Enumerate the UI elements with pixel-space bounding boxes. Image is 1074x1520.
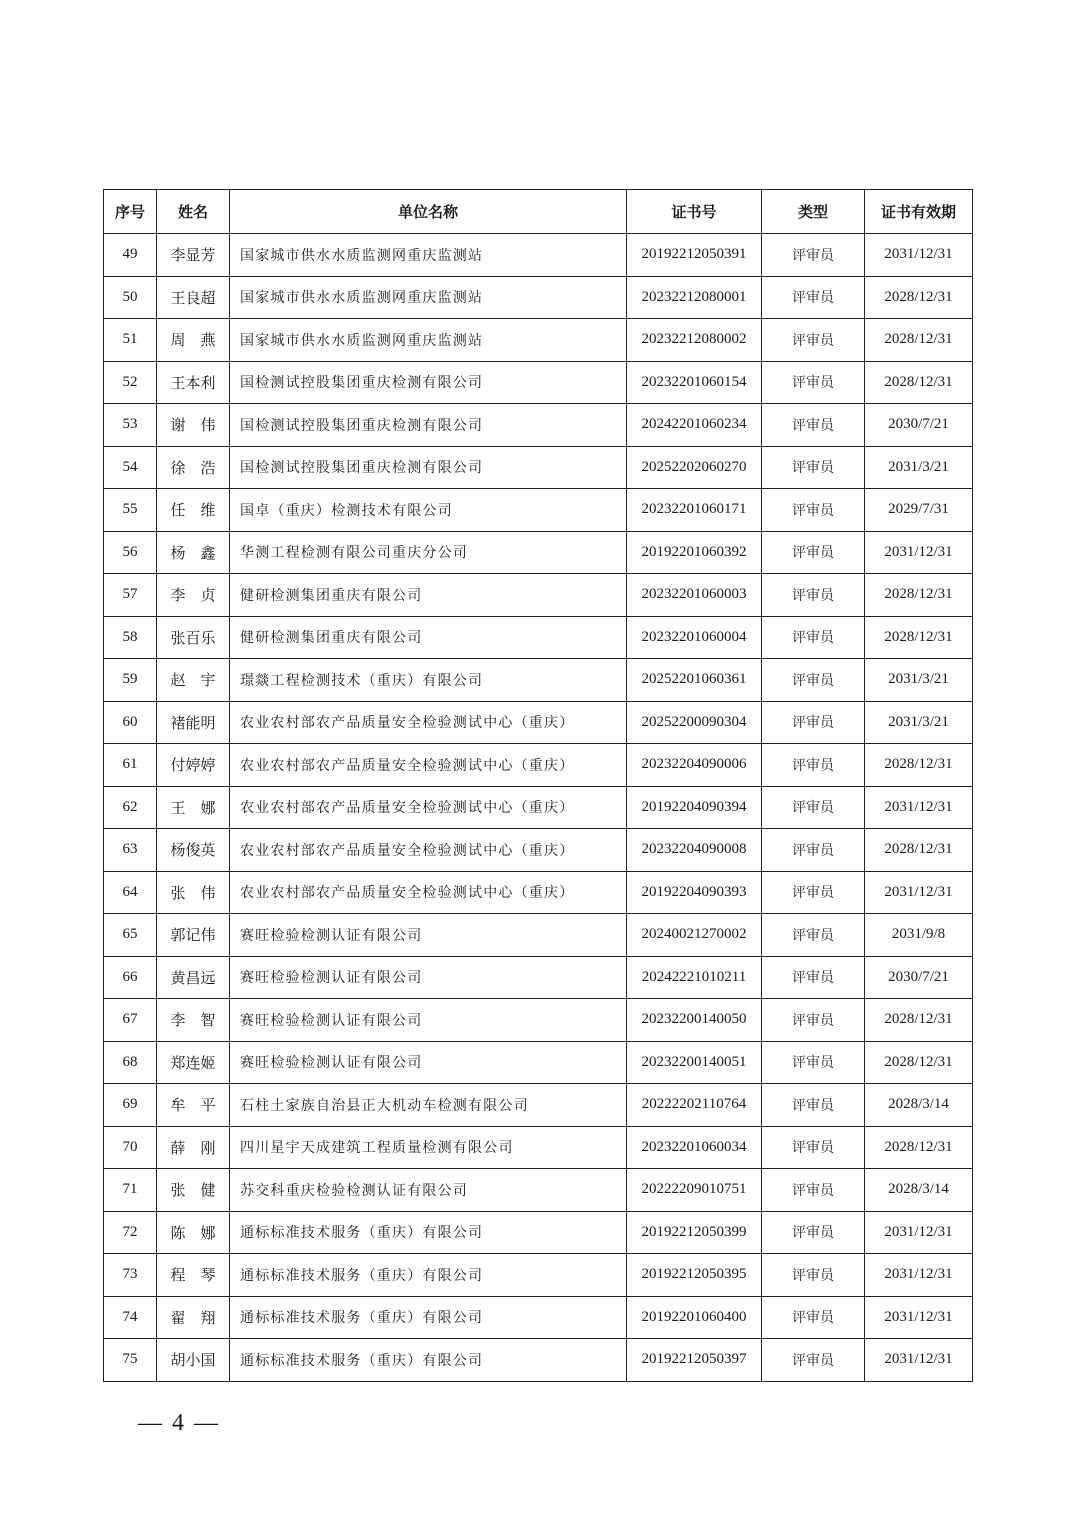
cell-name: 翟 翔 <box>157 1296 230 1339</box>
table-row <box>104 1211 973 1254</box>
cell-type: 评审员 <box>762 1254 865 1297</box>
cell-seq: 66 <box>104 956 157 999</box>
cell-unit: 赛旺检验检测认证有限公司 <box>230 914 627 957</box>
table-body <box>104 234 973 1382</box>
cell-name: 张百乐 <box>157 616 230 659</box>
table-row <box>104 276 973 319</box>
table-header-row <box>104 190 973 234</box>
cell-valid-until: 2031/3/21 <box>865 446 973 489</box>
cell-cert-no: 20232200140050 <box>627 999 762 1042</box>
cell-seq: 74 <box>104 1296 157 1339</box>
cell-type: 评审员 <box>762 574 865 617</box>
cell-cert-no: 20192204090394 <box>627 786 762 829</box>
cell-name: 杨 鑫 <box>157 531 230 574</box>
cell-name: 王良超 <box>157 276 230 319</box>
cell-name: 王本利 <box>157 361 230 404</box>
cell-valid-until: 2031/9/8 <box>865 914 973 957</box>
cell-valid-until: 2028/12/31 <box>865 1126 973 1169</box>
header-unit: 单位名称 <box>230 190 627 234</box>
table-row <box>104 659 973 702</box>
table-row <box>104 1296 973 1339</box>
cell-type: 评审员 <box>762 1169 865 1212</box>
table-row <box>104 1254 973 1297</box>
cell-seq: 55 <box>104 489 157 532</box>
cell-valid-until: 2031/3/21 <box>865 659 973 702</box>
cell-name: 程 琴 <box>157 1254 230 1297</box>
cell-cert-no: 20232201060154 <box>627 361 762 404</box>
cell-name: 徐 浩 <box>157 446 230 489</box>
cell-seq: 65 <box>104 914 157 957</box>
cell-seq: 69 <box>104 1084 157 1127</box>
cell-type: 评审员 <box>762 914 865 957</box>
cell-unit: 农业农村部农产品质量安全检验测试中心（重庆） <box>230 871 627 914</box>
table-row <box>104 1084 973 1127</box>
cell-cert-no: 20232201060003 <box>627 574 762 617</box>
cell-valid-until: 2031/12/31 <box>865 1211 973 1254</box>
cell-valid-until: 2031/12/31 <box>865 531 973 574</box>
cell-type: 评审员 <box>762 1339 865 1382</box>
cell-type: 评审员 <box>762 1084 865 1127</box>
cell-type: 评审员 <box>762 659 865 702</box>
cell-name: 胡小国 <box>157 1339 230 1382</box>
cell-name: 黄昌远 <box>157 956 230 999</box>
cell-unit: 国家城市供水水质监测网重庆监测站 <box>230 276 627 319</box>
table-row <box>104 574 973 617</box>
cell-seq: 51 <box>104 319 157 362</box>
cell-unit: 国家城市供水水质监测网重庆监测站 <box>230 234 627 277</box>
cell-valid-until: 2031/12/31 <box>865 871 973 914</box>
cell-unit: 农业农村部农产品质量安全检验测试中心（重庆） <box>230 701 627 744</box>
header-name: 姓名 <box>157 190 230 234</box>
cell-name: 李 智 <box>157 999 230 1042</box>
cell-type: 评审员 <box>762 701 865 744</box>
cell-unit: 赛旺检验检测认证有限公司 <box>230 1041 627 1084</box>
table-row <box>104 701 973 744</box>
cell-unit: 农业农村部农产品质量安全检验测试中心（重庆） <box>230 786 627 829</box>
cell-type: 评审员 <box>762 1041 865 1084</box>
cell-valid-until: 2028/3/14 <box>865 1084 973 1127</box>
cell-cert-no: 20252200090304 <box>627 701 762 744</box>
cell-type: 评审员 <box>762 276 865 319</box>
cell-unit: 国检测试控股集团重庆检测有限公司 <box>230 446 627 489</box>
table-row <box>104 531 973 574</box>
cell-type: 评审员 <box>762 1211 865 1254</box>
table-row <box>104 234 973 277</box>
cell-seq: 64 <box>104 871 157 914</box>
cell-name: 王 娜 <box>157 786 230 829</box>
cell-seq: 67 <box>104 999 157 1042</box>
cell-valid-until: 2028/12/31 <box>865 361 973 404</box>
cell-cert-no: 20232204090008 <box>627 829 762 872</box>
header-cert-no: 证书号 <box>627 190 762 234</box>
cell-name: 牟 平 <box>157 1084 230 1127</box>
cell-unit: 农业农村部农产品质量安全检验测试中心（重庆） <box>230 829 627 872</box>
cell-cert-no: 20222202110764 <box>627 1084 762 1127</box>
cell-valid-until: 2028/3/14 <box>865 1169 973 1212</box>
cell-seq: 57 <box>104 574 157 617</box>
cell-unit: 四川星宇天成建筑工程质量检测有限公司 <box>230 1126 627 1169</box>
cell-cert-no: 20192212050395 <box>627 1254 762 1297</box>
cell-valid-until: 2028/12/31 <box>865 744 973 787</box>
cell-unit: 通标标准技术服务（重庆）有限公司 <box>230 1339 627 1382</box>
cell-type: 评审员 <box>762 786 865 829</box>
cell-unit: 石柱土家族自治县正大机动车检测有限公司 <box>230 1084 627 1127</box>
cell-valid-until: 2030/7/21 <box>865 956 973 999</box>
cell-cert-no: 20192212050399 <box>627 1211 762 1254</box>
cell-valid-until: 2031/12/31 <box>865 1254 973 1297</box>
cell-valid-until: 2031/12/31 <box>865 1296 973 1339</box>
cell-seq: 58 <box>104 616 157 659</box>
cell-name: 褚能明 <box>157 701 230 744</box>
cell-seq: 60 <box>104 701 157 744</box>
cell-seq: 72 <box>104 1211 157 1254</box>
cell-name: 杨俊英 <box>157 829 230 872</box>
cell-type: 评审员 <box>762 361 865 404</box>
cell-unit: 健研检测集团重庆有限公司 <box>230 616 627 659</box>
cell-type: 评审员 <box>762 616 865 659</box>
cell-type: 评审员 <box>762 489 865 532</box>
cell-valid-until: 2028/12/31 <box>865 999 973 1042</box>
cell-type: 评审员 <box>762 404 865 447</box>
cell-valid-until: 2028/12/31 <box>865 829 973 872</box>
table-row <box>104 489 973 532</box>
cell-unit: 通标标准技术服务（重庆）有限公司 <box>230 1254 627 1297</box>
table-row <box>104 1126 973 1169</box>
cell-cert-no: 20232201060034 <box>627 1126 762 1169</box>
table-row <box>104 914 973 957</box>
cell-type: 评审员 <box>762 744 865 787</box>
cell-cert-no: 20252202060270 <box>627 446 762 489</box>
cell-name: 郑连姬 <box>157 1041 230 1084</box>
cell-cert-no: 20252201060361 <box>627 659 762 702</box>
cell-unit: 赛旺检验检测认证有限公司 <box>230 956 627 999</box>
cell-seq: 49 <box>104 234 157 277</box>
cell-name: 付婷婷 <box>157 744 230 787</box>
cell-seq: 73 <box>104 1254 157 1297</box>
cell-cert-no: 20232201060171 <box>627 489 762 532</box>
cell-name: 张 伟 <box>157 871 230 914</box>
cell-type: 评审员 <box>762 1296 865 1339</box>
cell-seq: 56 <box>104 531 157 574</box>
cell-valid-until: 2028/12/31 <box>865 319 973 362</box>
cell-unit: 国检测试控股集团重庆检测有限公司 <box>230 404 627 447</box>
header-type: 类型 <box>762 190 865 234</box>
cell-type: 评审员 <box>762 446 865 489</box>
cell-unit: 璟燚工程检测技术（重庆）有限公司 <box>230 659 627 702</box>
cell-unit: 通标标准技术服务（重庆）有限公司 <box>230 1296 627 1339</box>
cell-cert-no: 20232204090006 <box>627 744 762 787</box>
cell-cert-no: 20242221010211 <box>627 956 762 999</box>
table-row <box>104 1169 973 1212</box>
table-row <box>104 786 973 829</box>
table-row <box>104 361 973 404</box>
cell-seq: 61 <box>104 744 157 787</box>
cell-seq: 68 <box>104 1041 157 1084</box>
cell-name: 赵 宇 <box>157 659 230 702</box>
cell-seq: 50 <box>104 276 157 319</box>
cell-type: 评审员 <box>762 999 865 1042</box>
table-row <box>104 319 973 362</box>
cell-unit: 农业农村部农产品质量安全检验测试中心（重庆） <box>230 744 627 787</box>
cell-unit: 华测工程检测有限公司重庆分公司 <box>230 531 627 574</box>
cell-seq: 53 <box>104 404 157 447</box>
cell-cert-no: 20192201060400 <box>627 1296 762 1339</box>
cell-unit: 国卓（重庆）检测技术有限公司 <box>230 489 627 532</box>
cell-valid-until: 2029/7/31 <box>865 489 973 532</box>
cell-name: 张 健 <box>157 1169 230 1212</box>
table-row <box>104 446 973 489</box>
cell-unit: 赛旺检验检测认证有限公司 <box>230 999 627 1042</box>
cell-type: 评审员 <box>762 956 865 999</box>
cell-seq: 70 <box>104 1126 157 1169</box>
table-row <box>104 956 973 999</box>
cell-cert-no: 20232201060004 <box>627 616 762 659</box>
table-row <box>104 616 973 659</box>
cell-cert-no: 20240021270002 <box>627 914 762 957</box>
cell-valid-until: 2028/12/31 <box>865 616 973 659</box>
table-row <box>104 1041 973 1084</box>
cell-unit: 通标标准技术服务（重庆）有限公司 <box>230 1211 627 1254</box>
header-valid-until: 证书有效期 <box>865 190 973 234</box>
cell-unit: 健研检测集团重庆有限公司 <box>230 574 627 617</box>
page-number: — 4 — <box>138 1410 220 1436</box>
cell-type: 评审员 <box>762 531 865 574</box>
cell-name: 周 燕 <box>157 319 230 362</box>
cell-cert-no: 20232212080001 <box>627 276 762 319</box>
cell-cert-no: 20192212050397 <box>627 1339 762 1382</box>
cell-seq: 59 <box>104 659 157 702</box>
cell-cert-no: 20232200140051 <box>627 1041 762 1084</box>
cell-type: 评审员 <box>762 871 865 914</box>
cell-valid-until: 2028/12/31 <box>865 1041 973 1084</box>
cell-seq: 62 <box>104 786 157 829</box>
cell-valid-until: 2031/12/31 <box>865 1339 973 1382</box>
cell-seq: 71 <box>104 1169 157 1212</box>
cell-name: 郭记伟 <box>157 914 230 957</box>
cell-valid-until: 2030/7/21 <box>865 404 973 447</box>
cell-seq: 52 <box>104 361 157 404</box>
cell-cert-no: 20192204090393 <box>627 871 762 914</box>
table-row <box>104 871 973 914</box>
cell-valid-until: 2028/12/31 <box>865 574 973 617</box>
cell-type: 评审员 <box>762 234 865 277</box>
table-row <box>104 1339 973 1382</box>
cell-seq: 54 <box>104 446 157 489</box>
cell-type: 评审员 <box>762 1126 865 1169</box>
cell-cert-no: 20192212050391 <box>627 234 762 277</box>
table-row <box>104 829 973 872</box>
cell-valid-until: 2031/12/31 <box>865 786 973 829</box>
cell-type: 评审员 <box>762 829 865 872</box>
cell-name: 薛 刚 <box>157 1126 230 1169</box>
cell-cert-no: 20242201060234 <box>627 404 762 447</box>
cell-type: 评审员 <box>762 319 865 362</box>
cell-valid-until: 2028/12/31 <box>865 276 973 319</box>
table-row <box>104 999 973 1042</box>
cell-unit: 国家城市供水水质监测网重庆监测站 <box>230 319 627 362</box>
cell-unit: 苏交科重庆检验检测认证有限公司 <box>230 1169 627 1212</box>
cell-cert-no: 20222209010751 <box>627 1169 762 1212</box>
cell-seq: 63 <box>104 829 157 872</box>
cell-name: 任 维 <box>157 489 230 532</box>
header-seq: 序号 <box>104 190 157 234</box>
cell-name: 谢 伟 <box>157 404 230 447</box>
table-row <box>104 744 973 787</box>
cell-valid-until: 2031/3/21 <box>865 701 973 744</box>
cell-name: 李 贞 <box>157 574 230 617</box>
cell-name: 李显芳 <box>157 234 230 277</box>
cell-cert-no: 20192201060392 <box>627 531 762 574</box>
cell-seq: 75 <box>104 1339 157 1382</box>
cell-valid-until: 2031/12/31 <box>865 234 973 277</box>
cell-unit: 国检测试控股集团重庆检测有限公司 <box>230 361 627 404</box>
cell-cert-no: 20232212080002 <box>627 319 762 362</box>
reviewer-table <box>103 189 973 1382</box>
cell-name: 陈 娜 <box>157 1211 230 1254</box>
table-row <box>104 404 973 447</box>
